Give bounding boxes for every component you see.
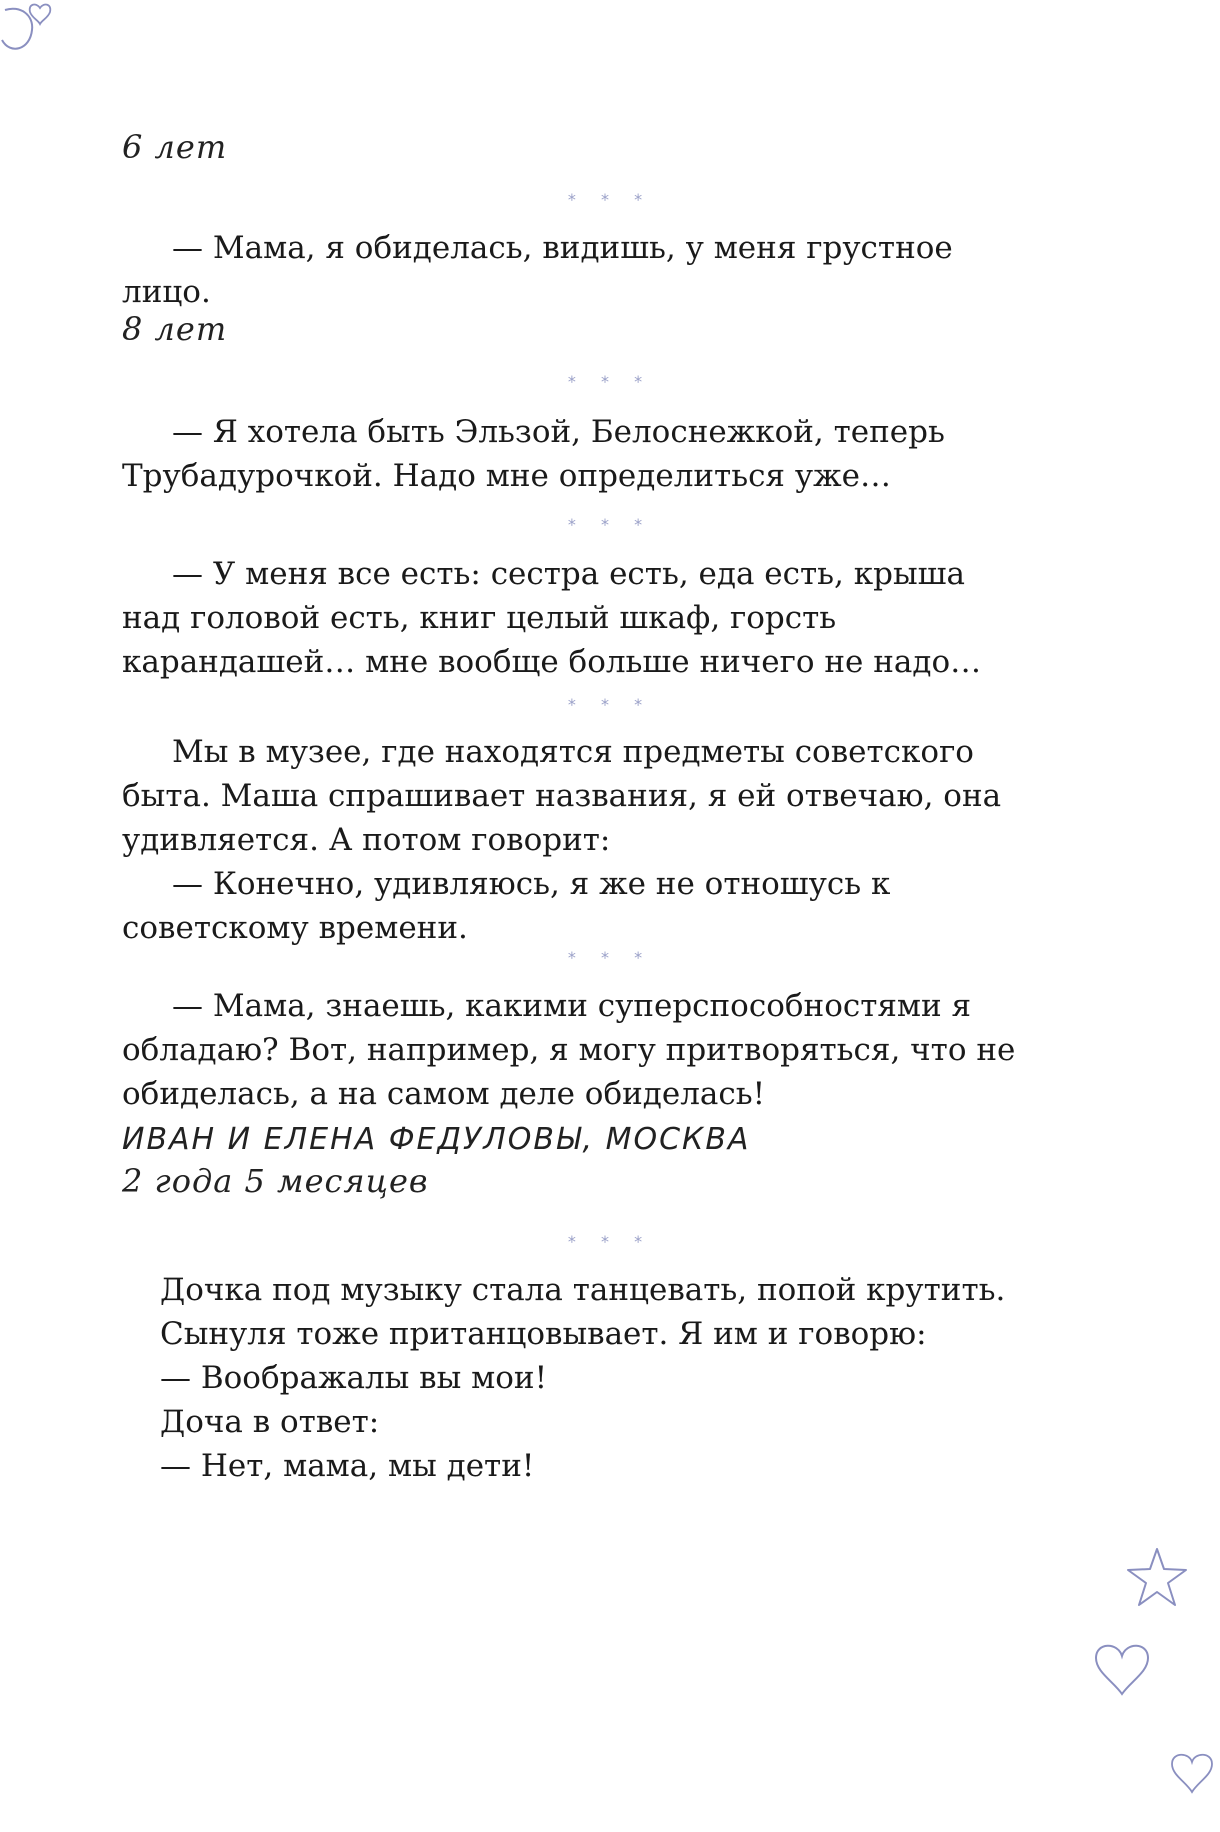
quote-paragraph: — Мама, я обиделась, видишь, у меня грустное лицо. [122, 230, 953, 310]
separator: * * * [567, 372, 653, 391]
dance-line: Сынуля тоже пританцовывает. Я им и говорю: [160, 1316, 927, 1352]
dance-line: — Воображалы вы мои! [160, 1360, 548, 1396]
separator: * * * [567, 515, 653, 534]
dance-line: Доча в ответ: [160, 1404, 380, 1440]
separator: * * * [567, 1232, 653, 1251]
heart-doodle-icon [1090, 1638, 1155, 1698]
separator: * * * [567, 948, 653, 967]
corner-heart-doodle-icon [0, 0, 70, 70]
star-doodle-icon [1125, 1545, 1190, 1610]
dance-line: Дочка под музыку стала танцевать, попой крутить. [160, 1272, 1006, 1308]
quote-paragraph: — Мама, знаешь, какими суперспособностями я обладаю? Вот, например, я могу притворяться, что не обиделась, а на самом деле обиделась! [122, 988, 1016, 1112]
museum-paragraph: Мы в музее, где находятся предметы советского быта. Маша спрашивает названия, я ей отвечаю, она удивляется. А потом говорит: [122, 734, 1002, 858]
quote-paragraph: — У меня все есть: сестра есть, еда есть, крыша над головой есть, книг целый шкаф, горсть карандашей… мне вообще больше ничего не надо… [122, 556, 982, 680]
family-heading: ИВАН И ЕЛЕНА ФЕДУЛОВЫ, МОСКВА [122, 1122, 751, 1157]
museum-quote: — Конечно, удивляюсь, я же не отношусь к советскому времени. [122, 866, 891, 946]
age-label: 6 лет [122, 128, 228, 166]
dance-story [160, 1268, 1020, 1488]
separator: * * * [567, 695, 653, 714]
quote-paragraph: — Я хотела быть Эльзой, Белоснежкой, теперь Трубадурочкой. Надо мне определиться уже… [122, 414, 945, 494]
dance-line: — Нет, мама, мы дети! [160, 1448, 535, 1484]
separator: * * * [567, 190, 653, 209]
small-heart-doodle-icon [1168, 1748, 1216, 1796]
age-label: 2 года 5 месяцев [122, 1162, 429, 1200]
age-label: 8 лет [122, 310, 228, 348]
museum-story [122, 730, 1032, 950]
